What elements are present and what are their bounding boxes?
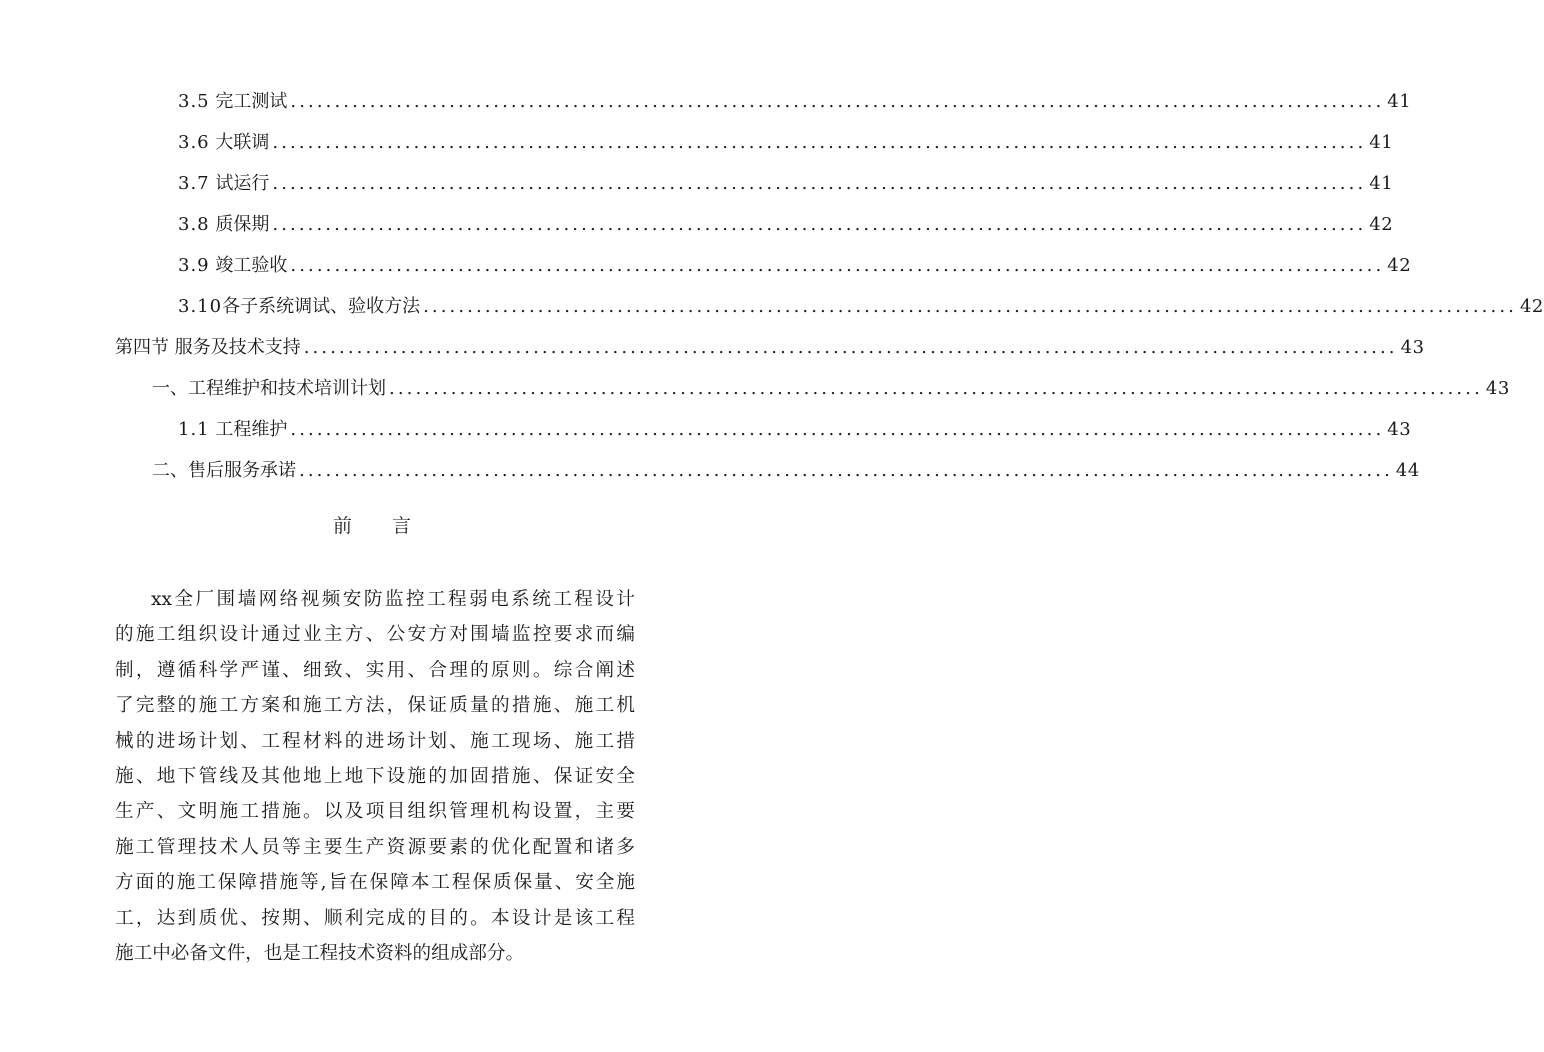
- toc-entry-number: 3.10: [178, 296, 223, 317]
- toc-page-number: 42: [1387, 255, 1412, 276]
- toc-entry[interactable]: [0, 168, 1394, 209]
- toc-entry-number: 1.1: [178, 419, 210, 440]
- paragraph-line: 械的进场计划、工程材料的进场计划、施工现场、施工措: [115, 730, 635, 752]
- toc-entry-number: 第四节: [115, 337, 169, 358]
- toc-page-number: 41: [1387, 91, 1412, 112]
- toc-entry-title: 大联调: [215, 132, 270, 153]
- toc-leader-dots: ............................................................................................................................: [272, 214, 1367, 235]
- preface-heading: 前言: [332, 515, 451, 537]
- toc-entry-label: [178, 209, 269, 241]
- toc-page-number: 43: [1387, 419, 1412, 440]
- toc-entry[interactable]: [0, 332, 1425, 373]
- paragraph-line: 方面的施工保障措施等,旨在保障本工程保质保量、安全施: [115, 872, 635, 894]
- paragraph-line: 生产、文明施工措施。以及项目组织管理机构设置，主要: [115, 801, 635, 823]
- toc-entry-label: [178, 168, 269, 200]
- toc-entry[interactable]: [0, 455, 1420, 496]
- toc-entry[interactable]: [0, 291, 1544, 332]
- table-of-contents: [0, 86, 1544, 496]
- toc-entry-label: [178, 127, 269, 159]
- toc-entry-number: 3.6: [178, 132, 210, 153]
- toc-page-number: 42: [1519, 296, 1544, 317]
- toc-page-number: 43: [1400, 337, 1425, 358]
- toc-entry[interactable]: [0, 414, 1412, 455]
- toc-entry-number: 3.5: [178, 91, 210, 112]
- toc-entry-number: 3.7: [178, 173, 210, 194]
- toc-entry-label: [152, 373, 386, 405]
- toc-entry-label: [178, 250, 287, 282]
- toc-entry-title: 售后服务承诺: [188, 460, 296, 481]
- toc-entry-title: 竣工验收: [215, 255, 288, 276]
- toc-page-number: 44: [1395, 460, 1420, 481]
- toc-leader-dots: ............................................................................................................................: [303, 337, 1398, 358]
- toc-entry-label: [178, 291, 420, 323]
- toc-entry-label: [115, 332, 301, 364]
- toc-entry[interactable]: [0, 373, 1510, 414]
- toc-entry-title: 各子系统调试、验收方法: [222, 296, 421, 317]
- toc-leader-dots: ............................................................................................................................: [272, 173, 1367, 194]
- toc-entry[interactable]: [0, 209, 1394, 250]
- preface-paragraph: [115, 582, 635, 971]
- paragraph-line: 的施工组织设计通过业主方、公安方对围墙监控要求而编: [115, 624, 635, 646]
- toc-entry-title: 质保期: [215, 214, 270, 235]
- toc-entry-number: 3.9: [178, 255, 210, 276]
- toc-entry-label: [178, 414, 287, 446]
- toc-entry-title: 工程维护: [215, 419, 288, 440]
- paragraph-line: 施、地下管线及其他地上地下设施的加固措施、保证安全: [115, 765, 635, 787]
- toc-page-number: 42: [1369, 214, 1394, 235]
- toc-entry-number: 3.8: [178, 214, 210, 235]
- toc-leader-dots: ............................................................................................................................: [423, 296, 1517, 317]
- paragraph-line: 工，达到质优、按期、顺利完成的目的。本设计是该工程: [115, 907, 635, 929]
- toc-page-number: 41: [1369, 173, 1394, 194]
- toc-leader-dots: ............................................................................................................................: [290, 419, 1385, 440]
- toc-entry[interactable]: [0, 86, 1412, 127]
- toc-leader-dots: ............................................................................................................................: [389, 378, 1483, 399]
- toc-entry[interactable]: [0, 250, 1412, 291]
- paragraph-line: 制，遵循科学严谨、细致、实用、合理的原则。综合阐述: [115, 659, 635, 681]
- paragraph-line: 施工中必备文件，也是工程技术资料的组成部分。: [115, 942, 525, 964]
- toc-entry-label: [152, 455, 296, 487]
- toc-leader-dots: ............................................................................................................................: [290, 255, 1385, 276]
- toc-entry[interactable]: [0, 127, 1394, 168]
- toc-entry-number: 一、: [152, 378, 188, 399]
- toc-page-number: 43: [1485, 378, 1510, 399]
- toc-entry-title: 完工测试: [215, 91, 288, 112]
- toc-entry-title: 服务及技术支持: [174, 337, 301, 358]
- toc-entry-title: 试运行: [215, 173, 270, 194]
- paragraph-line: 了完整的施工方案和施工方法，保证质量的措施、施工机: [115, 695, 635, 717]
- toc-leader-dots: ............................................................................................................................: [272, 132, 1367, 153]
- paragraph-line: xx全厂围墙网络视频安防监控工程弱电系统工程设计: [151, 589, 635, 610]
- toc-entry-label: [178, 86, 287, 118]
- toc-entry-title: 工程维护和技术培训计划: [188, 378, 386, 399]
- paragraph-line: 施工管理技术人员等主要生产资源要素的优化配置和诸多: [115, 836, 635, 858]
- toc-page-number: 41: [1369, 132, 1394, 153]
- toc-entry-number: 二、: [152, 460, 188, 481]
- toc-leader-dots: ............................................................................................................................: [299, 460, 1393, 481]
- toc-leader-dots: ............................................................................................................................: [290, 91, 1385, 112]
